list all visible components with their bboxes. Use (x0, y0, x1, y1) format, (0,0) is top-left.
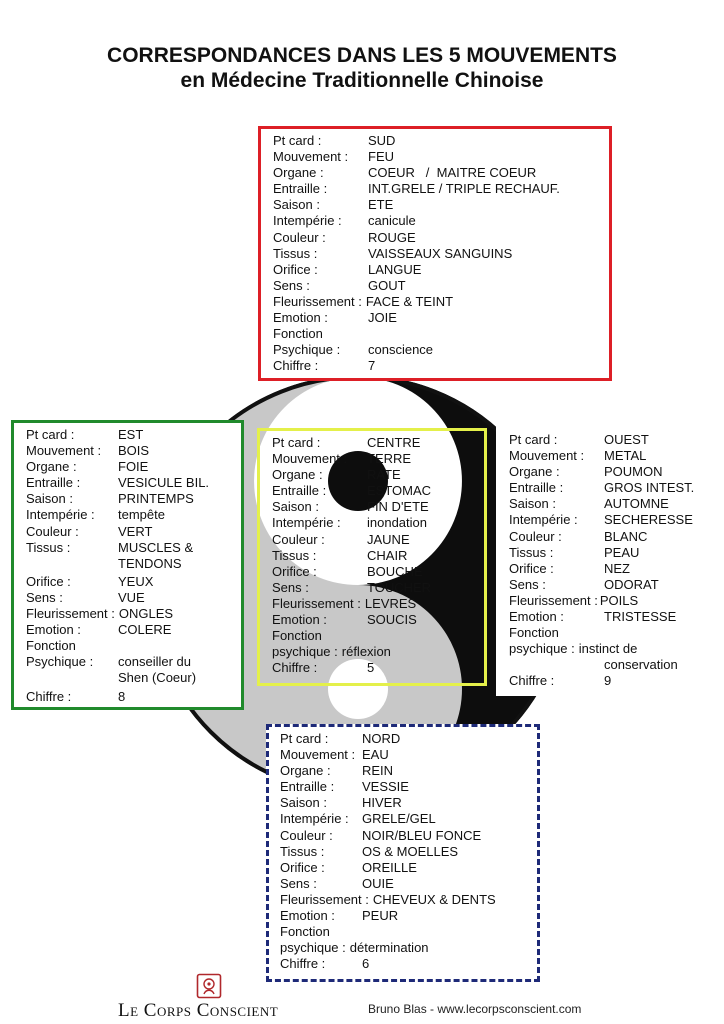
field-row (509, 609, 707, 625)
field-value: conservation (604, 657, 678, 673)
field-label: Mouvement : (272, 451, 348, 467)
field-value: OUIE (362, 875, 394, 891)
field-row (26, 427, 241, 443)
field-label: Fonction (509, 625, 559, 641)
field-row (509, 625, 707, 641)
field-label: Entraille : (509, 480, 564, 496)
field-value: COLERE (118, 622, 172, 638)
field-label: Organe : (280, 763, 331, 779)
field-row (280, 811, 537, 827)
field-label: Intempérie : (272, 515, 341, 531)
field-value: GRELE/GEL (362, 811, 436, 827)
field-row (26, 524, 241, 540)
field-row (26, 606, 241, 622)
field-value: ONGLES (118, 606, 174, 622)
field-label: Mouvement : (280, 747, 356, 763)
field-value: ROUGE (368, 229, 416, 245)
field-value: VESICULE BIL. (118, 475, 210, 491)
field-label: Chiffre : (272, 660, 318, 676)
field-row (273, 278, 609, 294)
field-value: SUD (368, 133, 396, 148)
field-label: Couleur : (273, 229, 326, 245)
field-value: LEVRES (364, 595, 417, 611)
box-nord-eau (266, 724, 540, 982)
field-row (509, 496, 707, 512)
field-row (273, 358, 609, 374)
field-row (273, 230, 609, 246)
field-label: Sens : (272, 579, 309, 595)
field-row (280, 731, 537, 747)
field-row (509, 673, 707, 689)
field-row (280, 956, 537, 972)
field-label: Chiffre : (273, 358, 319, 374)
field-label: Psychique : (273, 342, 341, 358)
field-label: Organe : (273, 165, 324, 181)
field-row (26, 622, 241, 638)
field-row (280, 924, 537, 940)
field-label: Tissus : (272, 547, 317, 563)
field-label: psychique : (509, 641, 575, 657)
box-sud-feu (258, 126, 612, 381)
logo-icon (196, 973, 222, 999)
field-row (272, 451, 484, 467)
field-value: ESTOMAC (367, 483, 432, 499)
field-value: réflexion (341, 644, 391, 660)
box-centre-terre (257, 428, 487, 686)
field-row (26, 638, 241, 654)
field-value: GOUT (368, 277, 406, 293)
field-label: Psychique : (26, 654, 94, 670)
field-label: Pt card : (26, 427, 75, 442)
field-row (273, 165, 609, 181)
field-label: Organe : (509, 464, 560, 480)
field-value: RATE (367, 467, 401, 483)
field-row (509, 464, 707, 480)
field-label: Emotion : (280, 908, 335, 924)
field-row (280, 795, 537, 811)
field-label: Entraille : (280, 779, 335, 795)
field-row (273, 246, 609, 262)
field-value: 8 (118, 688, 126, 704)
box-est-bois (11, 420, 244, 710)
field-value: VUE (118, 589, 145, 605)
credit-text: Bruno Blas - www.lecorpsconscient.com (368, 1002, 582, 1016)
field-row (509, 577, 707, 593)
field-label: Intempérie : (509, 512, 578, 528)
field-value: OUEST (604, 432, 649, 447)
field-row (272, 564, 484, 580)
field-row (509, 432, 707, 448)
field-value: YEUX (118, 573, 154, 589)
field-label: Mouvement : (509, 448, 585, 464)
field-row (280, 844, 537, 860)
field-row (273, 310, 609, 326)
field-value: VESSIE (362, 779, 409, 795)
field-row (280, 860, 537, 876)
field-label: Sens : (280, 875, 317, 891)
field-row (273, 133, 609, 149)
field-row (272, 532, 484, 548)
field-row (273, 342, 609, 358)
field-row (509, 512, 707, 528)
field-value: OS & MOELLES (362, 843, 459, 859)
field-value: CENTRE (367, 435, 421, 450)
field-label: Fonction (272, 628, 322, 644)
field-row (272, 596, 484, 612)
field-label: Emotion : (272, 612, 327, 628)
field-label: Entraille : (26, 475, 81, 491)
field-row (280, 940, 537, 956)
field-value: JOIE (368, 310, 397, 326)
field-value: AUTOMNE (604, 496, 669, 512)
field-value: CHEVEUX & DENTS (372, 891, 496, 907)
field-value: ETE (368, 197, 394, 213)
field-label: Organe : (272, 467, 323, 483)
field-value: NORD (362, 731, 401, 746)
field-value: BOUCHE (367, 563, 423, 579)
field-value: BLANC (604, 528, 648, 544)
field-value: HIVER (362, 795, 402, 811)
field-label: Saison : (280, 795, 327, 811)
field-row (280, 908, 537, 924)
field-value: TOUCHER (367, 579, 432, 595)
field-row (280, 828, 537, 844)
field-value: canicule (368, 213, 416, 229)
field-value: FACE & TEINT (365, 293, 454, 309)
field-value: GROS INTEST. (604, 480, 695, 496)
field-row (272, 435, 484, 451)
field-row (509, 480, 707, 496)
field-value: PEUR (362, 908, 399, 924)
field-value: 9 (604, 673, 612, 689)
field-row (272, 612, 484, 628)
field-value: LANGUE (368, 261, 422, 277)
field-row (509, 641, 707, 657)
field-label: Intempérie : (26, 507, 95, 523)
field-label: Sens : (509, 576, 546, 592)
field-label: Mouvement : (273, 149, 349, 165)
box-ouest-metal (496, 425, 710, 696)
field-label: Pt card : (273, 133, 322, 148)
field-label: Intempérie : (280, 811, 349, 827)
field-label: Chiffre : (26, 688, 72, 704)
field-row (272, 548, 484, 564)
field-value: PRINTEMPS (118, 491, 194, 507)
field-label: Saison : (509, 496, 556, 512)
field-row (273, 149, 609, 165)
field-row (509, 561, 707, 577)
field-row (26, 654, 241, 686)
field-value: TERRE (367, 451, 412, 467)
field-row (509, 593, 707, 609)
field-label: Entraille : (272, 483, 327, 499)
field-label: psychique : (280, 940, 346, 956)
field-label: Couleur : (509, 528, 562, 544)
field-value: BOIS (118, 443, 150, 459)
field-row (26, 590, 241, 606)
field-row (273, 262, 609, 278)
field-label: Orifice : (280, 859, 325, 875)
field-row (273, 326, 609, 342)
field-value: FIN D'ETE (367, 499, 429, 515)
field-label: Tissus : (273, 245, 318, 261)
field-label (509, 657, 604, 673)
field-row (272, 515, 484, 531)
field-value: MUSCLES & TENDONS (118, 539, 194, 571)
field-label: Emotion : (273, 310, 328, 326)
field-row (509, 448, 707, 464)
field-value: POUMON (604, 464, 663, 480)
field-row (26, 443, 241, 459)
field-label: psychique : (272, 644, 338, 660)
field-label: Emotion : (26, 622, 81, 638)
field-row (272, 580, 484, 596)
field-label: Fonction (273, 326, 323, 342)
field-row (273, 213, 609, 229)
field-value: tempête (118, 507, 165, 523)
field-row (26, 459, 241, 475)
field-label: Pt card : (272, 435, 321, 450)
field-value: INT.GRELE / TRIPLE RECHAUF. (368, 181, 560, 197)
field-label: Pt card : (280, 731, 329, 746)
field-label: Couleur : (280, 827, 333, 843)
field-value: 5 (367, 660, 375, 676)
field-row (280, 747, 537, 763)
field-label: Emotion : (509, 609, 564, 625)
field-row (26, 540, 241, 572)
field-value: SOUCIS (367, 612, 417, 628)
field-label: Organe : (26, 459, 77, 475)
field-value: ODORAT (604, 576, 659, 592)
field-label: Pt card : (509, 432, 558, 447)
field-label: Saison : (272, 499, 319, 515)
field-value: 6 (362, 956, 370, 972)
field-value: EAU (362, 747, 389, 763)
field-value: conseiller du Shen (Coeur) (118, 654, 197, 686)
field-value: NEZ (604, 560, 630, 576)
field-label: Couleur : (272, 531, 325, 547)
field-value: PEAU (604, 544, 640, 560)
field-label: Saison : (26, 491, 73, 507)
field-value: TRISTESSE (604, 609, 677, 625)
field-label: Fonction (280, 924, 330, 940)
field-row (26, 689, 241, 705)
field-row (272, 483, 484, 499)
field-value: COEUR / MAITRE COEUR (368, 165, 537, 181)
field-value: POILS (599, 592, 639, 608)
field-value: CHAIR (367, 547, 408, 563)
field-row (280, 876, 537, 892)
field-label: Chiffre : (280, 956, 326, 972)
field-label: Sens : (26, 589, 63, 605)
field-value: détermination (349, 940, 429, 956)
field-label: Tissus : (280, 843, 325, 859)
field-label: Sens : (273, 277, 310, 293)
field-row (26, 574, 241, 590)
logo-text: Le Corps Conscient (118, 1000, 279, 1021)
field-label: Fleurissement : (272, 595, 361, 611)
field-label: Mouvement : (26, 443, 102, 459)
page-title: CORRESPONDANCES DANS LES 5 MOUVEMENTS (107, 44, 617, 67)
field-label: Fleurissement : (273, 293, 362, 309)
field-value: SECHERESSE (604, 512, 693, 528)
field-label: Orifice : (273, 261, 318, 277)
field-row (26, 475, 241, 491)
field-label: Fleurissement : (280, 891, 369, 907)
field-label: Fleurissement : (26, 606, 115, 622)
field-label: Orifice : (26, 573, 71, 589)
field-value: 7 (368, 358, 376, 374)
field-label: Orifice : (509, 560, 554, 576)
page-subtitle: en Médecine Traditionnelle Chinoise (180, 69, 544, 92)
field-label: Intempérie : (273, 213, 342, 229)
field-row (272, 499, 484, 515)
field-row (272, 628, 484, 644)
field-label: Fonction (26, 638, 76, 654)
field-value: instinct de (578, 641, 638, 657)
field-label: Saison : (273, 197, 320, 213)
field-label: Tissus : (509, 544, 554, 560)
field-value: VERT (118, 523, 153, 539)
field-value: FOIE (118, 459, 149, 475)
field-row (280, 779, 537, 795)
field-label: Tissus : (26, 539, 71, 555)
field-row (280, 892, 537, 908)
field-label: Chiffre : (509, 673, 555, 689)
field-value: METAL (604, 448, 647, 464)
field-value: FEU (368, 149, 394, 165)
field-value: JAUNE (367, 531, 410, 547)
field-value: EST (118, 427, 144, 442)
field-row (273, 181, 609, 197)
field-row (26, 491, 241, 507)
field-row (273, 294, 609, 310)
field-row (26, 507, 241, 523)
field-label: Entraille : (273, 181, 328, 197)
field-row (272, 644, 484, 660)
field-row (272, 660, 484, 676)
field-label: Couleur : (26, 523, 79, 539)
field-row (272, 467, 484, 483)
field-row (509, 657, 707, 673)
field-label: Fleurissement : (509, 592, 598, 608)
field-row (509, 529, 707, 545)
field-value: OREILLE (362, 859, 417, 875)
field-value: NOIR/BLEU FONCE (362, 827, 482, 843)
field-label: Orifice : (272, 563, 317, 579)
field-value: REIN (362, 763, 394, 779)
field-value: VAISSEAUX SANGUINS (368, 245, 513, 261)
field-value: inondation (367, 515, 427, 531)
field-row (273, 197, 609, 213)
field-row (509, 545, 707, 561)
field-row (280, 763, 537, 779)
field-value: conscience (368, 342, 434, 358)
